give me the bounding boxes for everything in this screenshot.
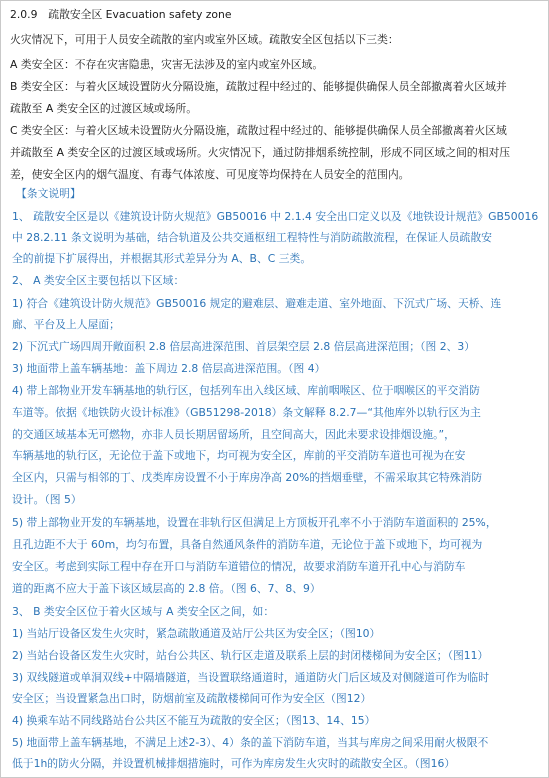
explanation-line: 3) 地面带上盖车辆基地：盖下周边 2.8 倍层高进深范围。（图 4） (12, 362, 326, 375)
explanation-line: 1) 符合《建筑设计防火规范》GB50016 规定的避难层、避难走道、室外地面、下沉式广场、天桥、连 (12, 297, 502, 310)
intro-line: 并疏散至 A 类安全区的过渡区域或场所。火灾情况下，通过防排烟系统控制，形成不同区域之间的相对压 (10, 146, 511, 159)
explanation-line: 1、 疏散安全区是以《建筑设计防火规范》GB50016 中 2.1.4 安全出口定义以及《地铁设计规范》GB50016 (12, 210, 539, 223)
explanation-line: 安全区。考虑到实际工程中存在开口与消防车道错位的情况，故要求消防车道开孔中心与消防车 (12, 560, 466, 573)
explanation-line: 安全区；当设置紧急出口时，防烟前室及疏散楼梯间可作为安全区（图12） (12, 692, 372, 705)
explanation-line: 4) 换乘车站不同线路站台公共区不能互为疏散的安全区；（图13、14、15） (12, 714, 376, 727)
section-heading: 2.0.9 疏散安全区 Evacuation safety zone (10, 8, 232, 21)
explanation-line: 1) 当站厅设备区发生火灾时，紧急疏散通道及站厅公共区为安全区；（图10） (12, 627, 381, 640)
explanation-title: 【条文说明】 (16, 187, 81, 200)
explanation-line: 3) 双线隧道或单洞双线+中隔墙隧道，当设置联络通道时，通道防火门后区域及对侧隧道可作为临时 (12, 671, 490, 684)
explanation-line: 中 28.2.11 条文说明为基础，结合轨道及公共交通枢纽工程特性与消防疏散流程，在保证人员疏散安 (12, 231, 492, 244)
explanation-line: 道的距离不应大于盖下该区域层高的 2.8 倍。（图 6、7、8、9） (12, 582, 321, 595)
explanation-line: 全区内，只需与相邻的丁、戊类库房设置不小于库房净高 20%的挡烟垂壁，不需采取其它特殊消防 (12, 471, 483, 484)
intro-line: 差，使安全区内的烟气温度、有毒气体浓度、可见度等均保持在人员安全的范围内。 (10, 168, 410, 181)
explanation-line: 5) 地面带上盖车辆基地，不满足上述2-3）、4）条的盖下消防车道，当其与库房之间采用耐火极限不 (12, 736, 489, 749)
intro-line: B 类安全区：与着火区域设置防火分隔设施，疏散过程中经过的、能够提供确保人员全部撤离着火区域并 (10, 80, 507, 93)
explanation-line: 2、 A 类安全区主要包括以下区域： (12, 274, 185, 287)
explanation-line: 低于1h的防火分隔，并设置机械排烟措施时，可作为库房发生火灾时的疏散安全区。（图16） (12, 757, 456, 770)
explanation-line: 3、 B 类安全区位于着火区域与 A 类安全区之间，如： (12, 605, 275, 618)
explanation-line: 2) 下沉式广场四周开敞面积 2.8 倍层高进深范围、首层架空层 2.8 倍层高进深范围；（图 2、3） (12, 340, 476, 353)
explanation-line: 廊、平台及上人屋面； (12, 318, 120, 331)
intro-line: 疏散至 A 类安全区的过渡区域或场所。 (10, 102, 197, 115)
intro-line: A 类安全区：不存在灾害隐患，灾害无法涉及的室内或室外区域。 (10, 58, 324, 71)
explanation-line: 且孔边距不大于 60m，均匀布置，具备自然通风条件的消防车道，无论位于盖下或地下，均可视为 (12, 538, 483, 551)
explanation-line: 5) 带上部物业开发的车辆基地，设置在非轨行区但满足上方顶板开孔率不小于消防车道面积的 25%， (12, 516, 497, 529)
explanation-line: 4) 带上部物业开发车辆基地的轨行区，包括列车出入线区域、库前咽喉区、位于咽喉区的平交消防 (12, 384, 480, 397)
intro-line: C 类安全区：与着火区域未设置防火分隔设施，疏散过程中经过的、能够提供确保人员全部撤离着火区域 (10, 124, 507, 137)
explanation-line: 车辆基地的轨行区，无论位于盖下或地下，均可视为安全区，库前的平交消防车道也可视为在安 (12, 449, 466, 462)
explanation-line: 全的前提下扩展得出，并根据其形式差异分为 A、B、C 三类。 (12, 252, 312, 265)
intro-line: 火灾情况下，可用于人员安全疏散的室内或室外区域。疏散安全区包括以下三类： (10, 33, 399, 46)
explanation-line: 设计。（图 5） (12, 493, 82, 506)
explanation-line: 车道等。依据《地铁防火设计标准》（GB51298-2018）条文解释 8.2.7—“其他库外以轨行区为主 (12, 406, 481, 419)
explanation-line: 2) 当站台设备区发生火灾时，站台公共区、轨行区走道及联系上层的封闭楼梯间为安全区；（图11） (12, 649, 489, 662)
explanation-line: 的交通区域基本无可燃物，亦非人员长期居留场所，且空间高大，因此未要求设排烟设施。”， (12, 428, 455, 441)
